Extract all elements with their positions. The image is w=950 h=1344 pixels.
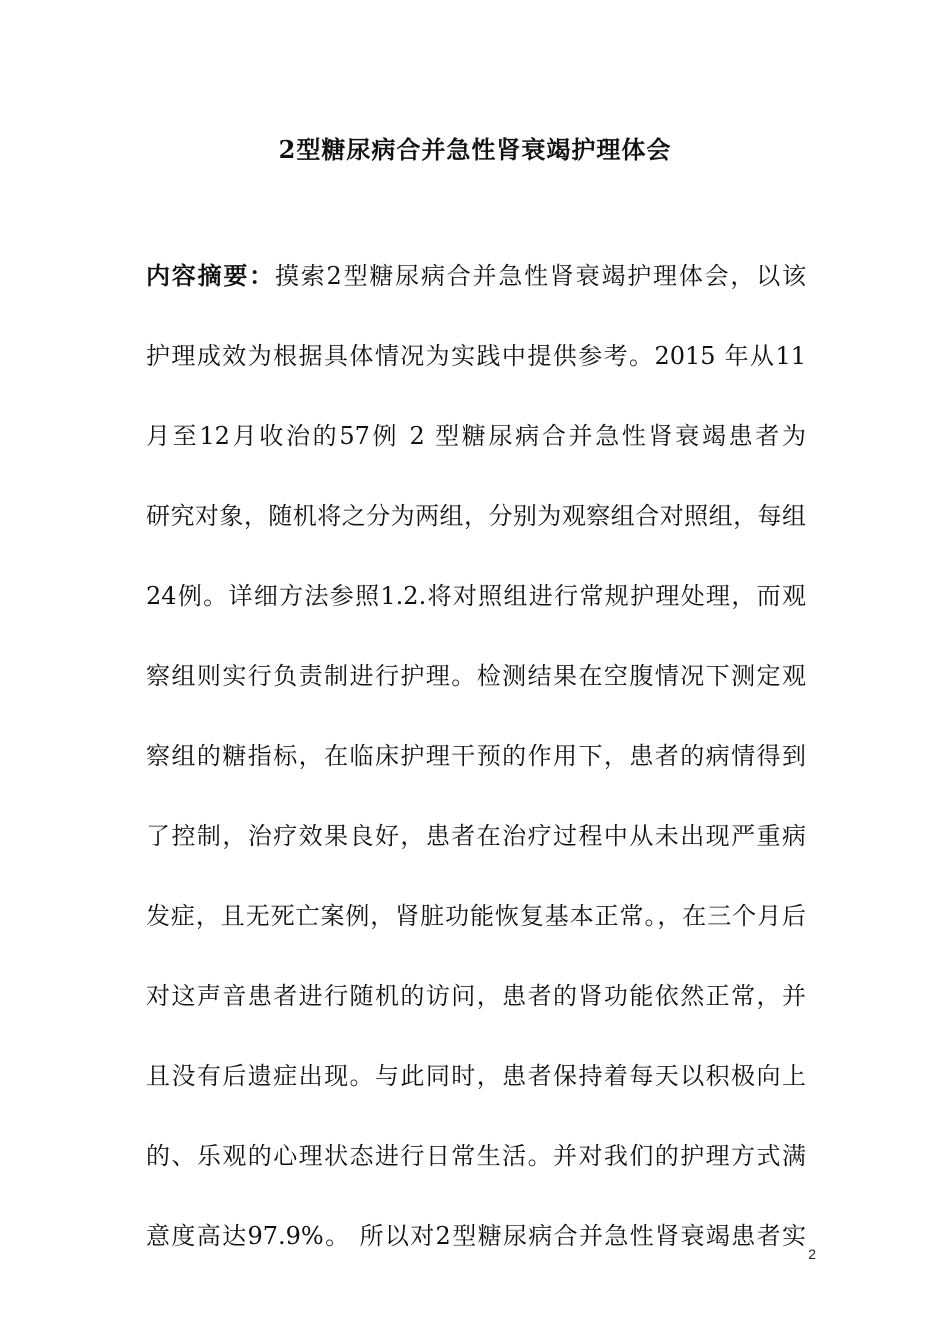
body-line: 发症，且无死亡案例，肾脏功能恢复基本正常。，在三个月后 [146, 902, 806, 930]
abstract-text: 摸索2型糖尿病合并急性肾衰竭护理体会，以该 [274, 262, 806, 290]
body-line: 对这声音患者进行随机的访问，患者的肾功能依然正常，并 [146, 982, 806, 1010]
body-line: 月至12月收治的57例 2 型糖尿病合并急性肾衰竭患者为 [146, 422, 806, 450]
body-line: 察组则实行负责制进行护理。检测结果在空腹情况下测定观 [146, 662, 806, 690]
body-line: 的、乐观的心理状态进行日常生活。并对我们的护理方式满 [146, 1142, 806, 1170]
body-line: 意度高达97.9%。 所以对2型糖尿病合并急性肾衰竭患者实 [146, 1222, 806, 1250]
body-line: 且没有后遗症出现。与此同时，患者保持着每天以积极向上 [146, 1062, 806, 1090]
body-line: 护理成效为根据具体情况为实践中提供参考。2015 年从11 [146, 342, 806, 370]
page-number: 2 [808, 1246, 816, 1262]
body-line: 了控制，治疗效果良好，患者在治疗过程中从未出现严重病 [146, 822, 806, 850]
abstract-line-1 [146, 256, 806, 296]
document-title: 2型糖尿病合并急性肾衰竭护理体会 [278, 135, 672, 164]
body-line: 研究对象，随机将之分为两组，分别为观察组合对照组，每组 [146, 502, 806, 530]
body-line: 24例。详细方法参照1.2.将对照组进行常规护理处理，而观 [146, 582, 806, 610]
abstract-label: 内容摘要： [146, 261, 275, 290]
body-line: 察组的糖指标，在临床护理干预的作用下，患者的病情得到 [146, 742, 806, 770]
